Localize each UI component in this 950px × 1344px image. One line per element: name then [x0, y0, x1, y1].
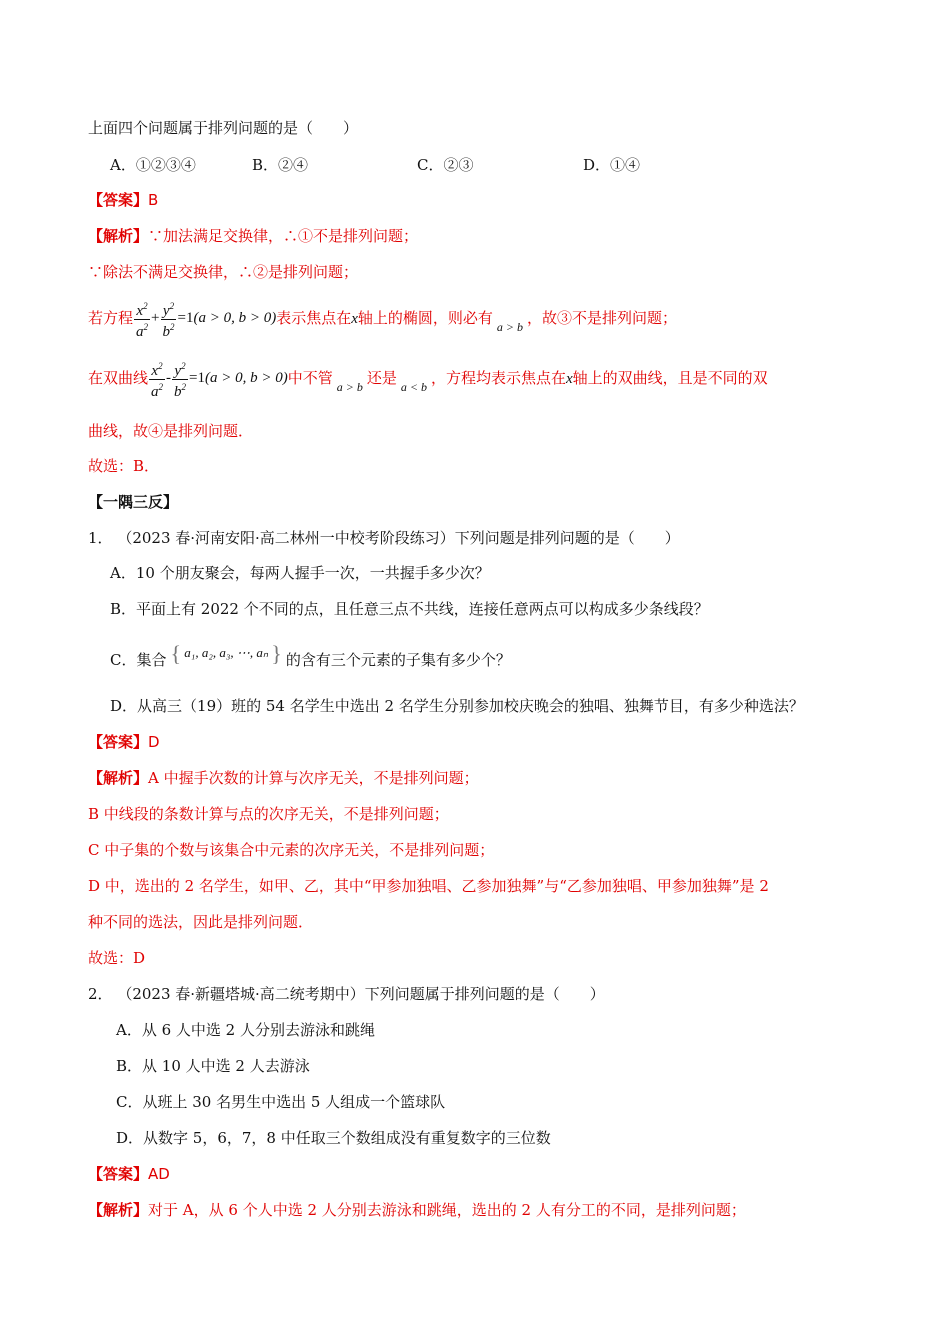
problem-2-option-c: C．从班上 30 名男生中选出 5 人组成一个篮球队 — [116, 1093, 446, 1111]
problem-1-exp3: C 中子集的个数与该集合中元素的次序无关，不是排列问题； — [88, 841, 495, 859]
answer-0: 【答案】B — [88, 191, 159, 209]
explanation-0-line6: 故选：B． — [88, 457, 160, 475]
problem-2-option-a: A．从 6 人中选 2 人分别去游泳和跳绳 — [116, 1021, 375, 1039]
problem-1-stem: 1． （2023 春·河南安阳·高二林州一中校考阶段练习）下列问题是排列问题的是（ ） — [88, 529, 680, 547]
explanation-0-line3: 若方程 $\frac{x^2}{a^2}$ + $\frac{y^2}{b^2}$ =1(a > 0, b > 0)表示焦点在x轴上的椭圆，则必有 $_{a > b}$ ，故③不是排列问题； — [88, 298, 677, 338]
explanation-0-line4: 在双曲线 $\frac{x^2}{a^2}$ - $\frac{y^2}{b^2}$ =1(a > 0, b > 0)中不管 $_{a > b}$ 还是 $_{a < b}$ ，方程均表示焦点在x轴上的双曲线，且是不同的双 — [88, 358, 768, 398]
problem-1-answer: 【答案】D — [88, 733, 160, 751]
explanation-0-line2: ∵除法不满足交换律，∴②是排列问题； — [88, 263, 359, 281]
problem-2-answer: 【答案】AD — [88, 1165, 170, 1183]
problem-1-exp1: 【解析】A 中握手次数的计算与次序无关，不是排列问题； — [88, 769, 479, 787]
set-expression: { a₁, a₂, a₃, ⋯, aₙ } — [170, 641, 282, 667]
problem-1-exp5: 种不同的选法，因此是排列问题． — [88, 913, 314, 931]
problem-1-exp6: 故选：D — [88, 949, 146, 967]
problem-2-exp1: 【解析】对于 A，从 6 个人中选 2 人分别去游泳和跳绳，选出的 2 人有分工的不同，是排列问题； — [88, 1201, 746, 1219]
question-intro: 上面四个问题属于排列问题的是（ ） — [88, 119, 359, 137]
problem-1-exp4: D 中，选出的 2 名学生，如甲、乙，其中“甲参加独唱、乙参加独舞”与“乙参加独唱、甲参加独舞”是 2 — [88, 877, 769, 895]
problem-1-option-d: D．从高三（19）班的 54 名学生中选出 2 名学生分别参加校庆晚会的独唱、独舞节目，有多少种选法？ — [110, 697, 804, 715]
hyperbola-equation: $\frac{x^2}{a^2}$ - $\frac{y^2}{b^2}$ =1(a > 0, b > 0) — [151, 360, 288, 400]
problem-2-option-b: B．从 10 人中选 2 人去游泳 — [116, 1057, 310, 1075]
ellipse-equation: $\frac{x^2}{a^2}$ + $\frac{y^2}{b^2}$ =1(a > 0, b > 0) — [136, 300, 277, 340]
problem-1-option-b: B．平面上有 2022 个不同的点，且任意三点不共线，连接任意两点可以构成多少条线段？ — [110, 600, 709, 618]
problem-2-stem: 2． （2023 春·新疆塔城·高二统考期中）下列问题属于排列问题的是（ ） — [88, 985, 605, 1003]
problem-1-option-a: A．10 个朋友聚会，每两人握手一次，一共握手多少次？ — [110, 564, 490, 582]
explanation-0-line1: 【解析】∵加法满足交换律，∴①不是排列问题； — [88, 227, 419, 245]
explanation-0-line5: 曲线，故④是排列问题． — [88, 422, 254, 440]
option-b: B．②④ — [252, 156, 309, 174]
section-heading: 【一隅三反】 — [88, 493, 179, 511]
option-d: D．①④ — [583, 156, 641, 174]
option-a: A．①②③④ — [110, 156, 196, 174]
problem-1-exp2: B 中线段的条数计算与点的次序无关，不是排列问题； — [88, 805, 449, 823]
option-c: C．②③ — [417, 156, 474, 174]
problem-1-option-c: C．集合 { a₁, a₂, a₃, ⋯, aₙ } 的含有三个元素的子集有多少个？ — [110, 640, 511, 680]
problem-2-option-d: D．从数字 5，6，7，8 中任取三个数组成没有重复数字的三位数 — [116, 1129, 551, 1147]
